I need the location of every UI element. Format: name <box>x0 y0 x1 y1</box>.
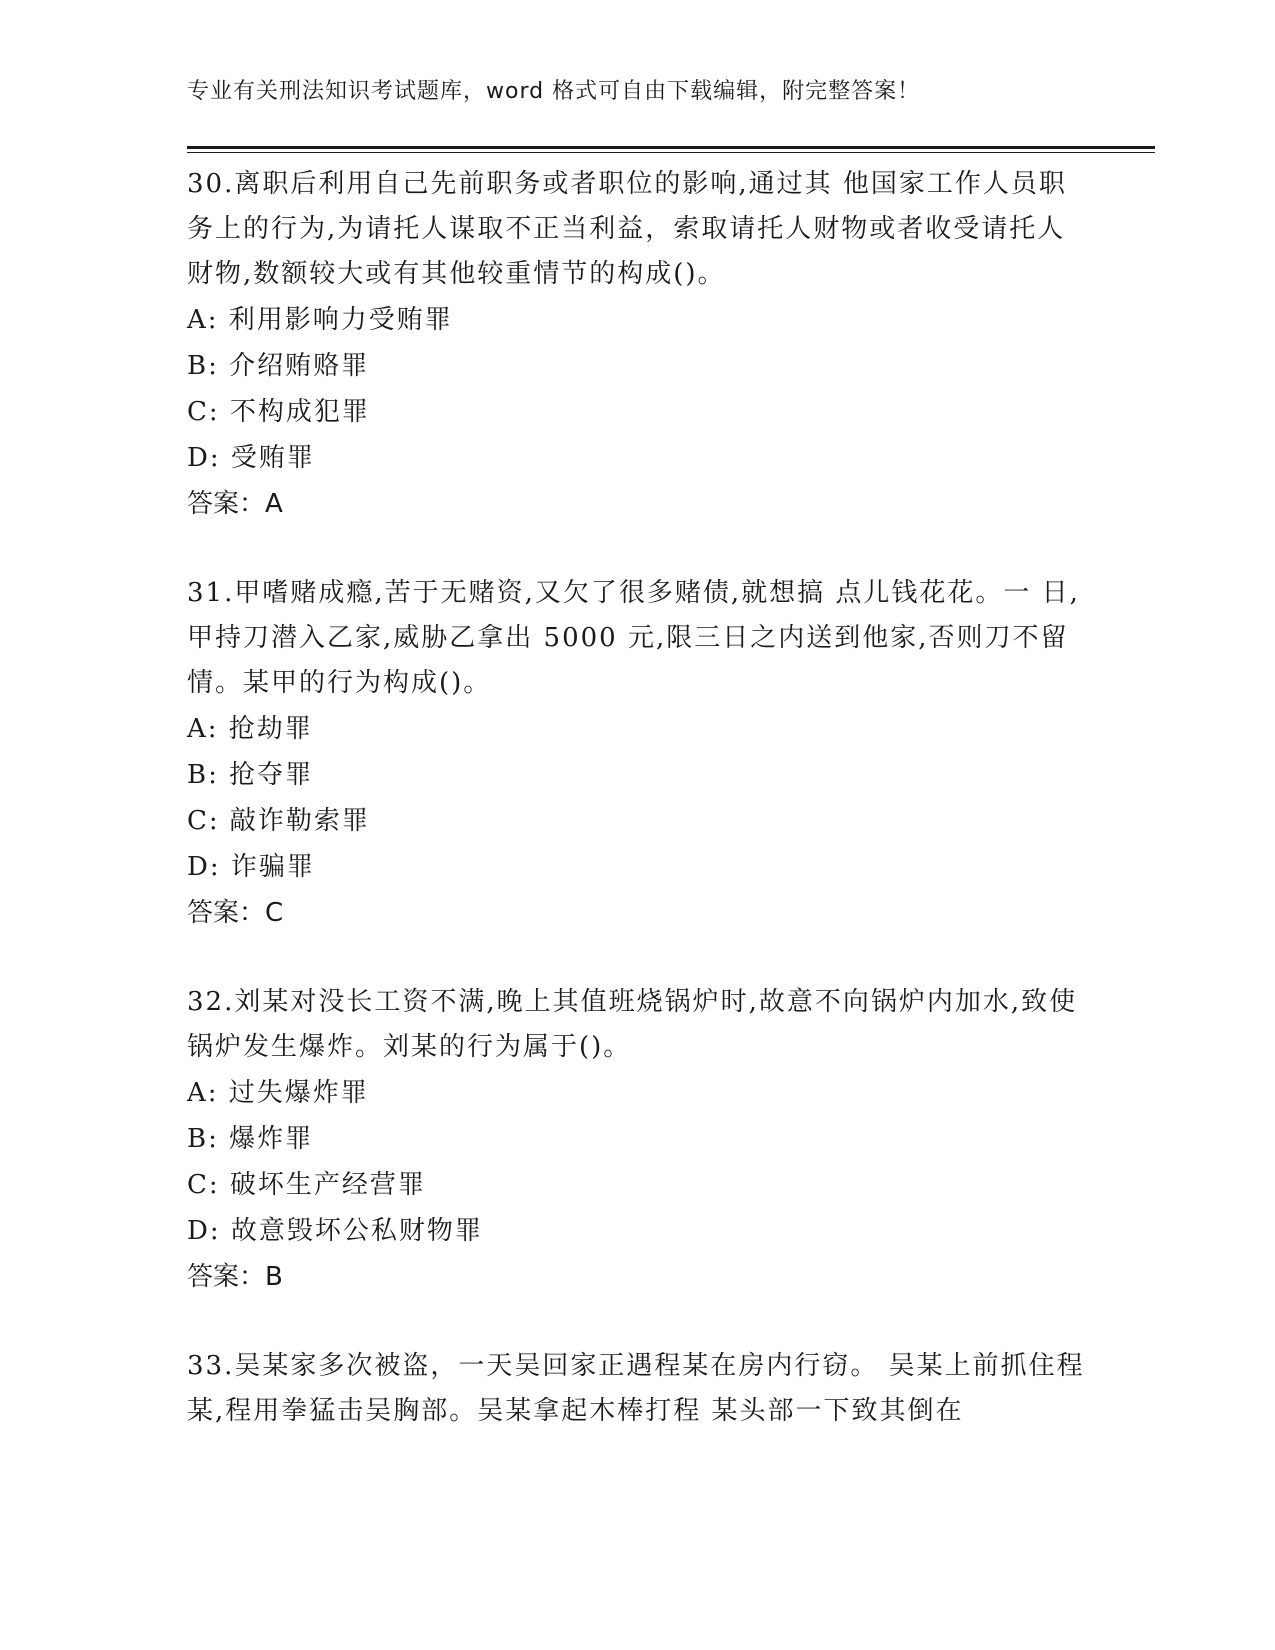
option-a: A: 过失爆炸罪 <box>187 1078 369 1108</box>
option-c: C: 不构成犯罪 <box>187 397 370 427</box>
question-stem: 30.离职后利用自己先前职务或者职位的影响,通过其 他国家工作人员职务上的行为,为请托人谋取不正当利益，索取请托人财物或者收受请托人财物,数额较大或有其他较重情节的构成()。 <box>187 169 1067 289</box>
option-a: A: 利用影响力受贿罪 <box>187 305 453 335</box>
question-32 <box>187 980 1087 1300</box>
question-stem: 31.甲嗜赌成瘾,苦于无赌资,又欠了很多赌债,就想搞 点儿钱花花。一 日,甲持刀潜入乙家,威胁乙拿出 5000 元,限三日之内送到他家,否则刀不留情。某甲的行为构成()。 <box>187 578 1080 698</box>
answer-line: 答案：A <box>187 489 283 519</box>
question-stem: 33.吴某家多次被盗，一天吴回家正遇程某在房内行窃。 吴某上前抓住程某,程用拳猛击吴胸部。吴某拿起木棒打程 某头部一下致其倒在 <box>187 1351 1085 1426</box>
answer-line: 答案：C <box>187 898 284 928</box>
option-b: B: 抢夺罪 <box>187 760 314 790</box>
option-d: D: 受贿罪 <box>187 443 315 473</box>
question-33 <box>187 1344 1087 1434</box>
question-stem: 32.刘某对没长工资不满,晚上其值班烧锅炉时,故意不向锅炉内加水,致使锅炉发生爆炸。刘某的行为属于()。 <box>187 987 1078 1062</box>
option-d: D: 诈骗罪 <box>187 852 315 882</box>
question-list <box>187 162 1087 1478</box>
option-c: C: 敲诈勒索罪 <box>187 806 370 836</box>
page-header: 专业有关刑法知识考试题库，word 格式可自由下载编辑，附完整答案！ <box>187 79 921 104</box>
answer-line: 答案：B <box>187 1262 283 1292</box>
header-divider <box>187 146 1155 153</box>
option-a: A: 抢劫罪 <box>187 714 313 744</box>
question-30 <box>187 162 1087 527</box>
option-b: B: 介绍贿赂罪 <box>187 351 370 381</box>
option-b: B: 爆炸罪 <box>187 1124 314 1154</box>
option-c: C: 破坏生产经营罪 <box>187 1170 426 1200</box>
option-d: D: 故意毁坏公私财物罪 <box>187 1216 483 1246</box>
question-31 <box>187 571 1087 936</box>
